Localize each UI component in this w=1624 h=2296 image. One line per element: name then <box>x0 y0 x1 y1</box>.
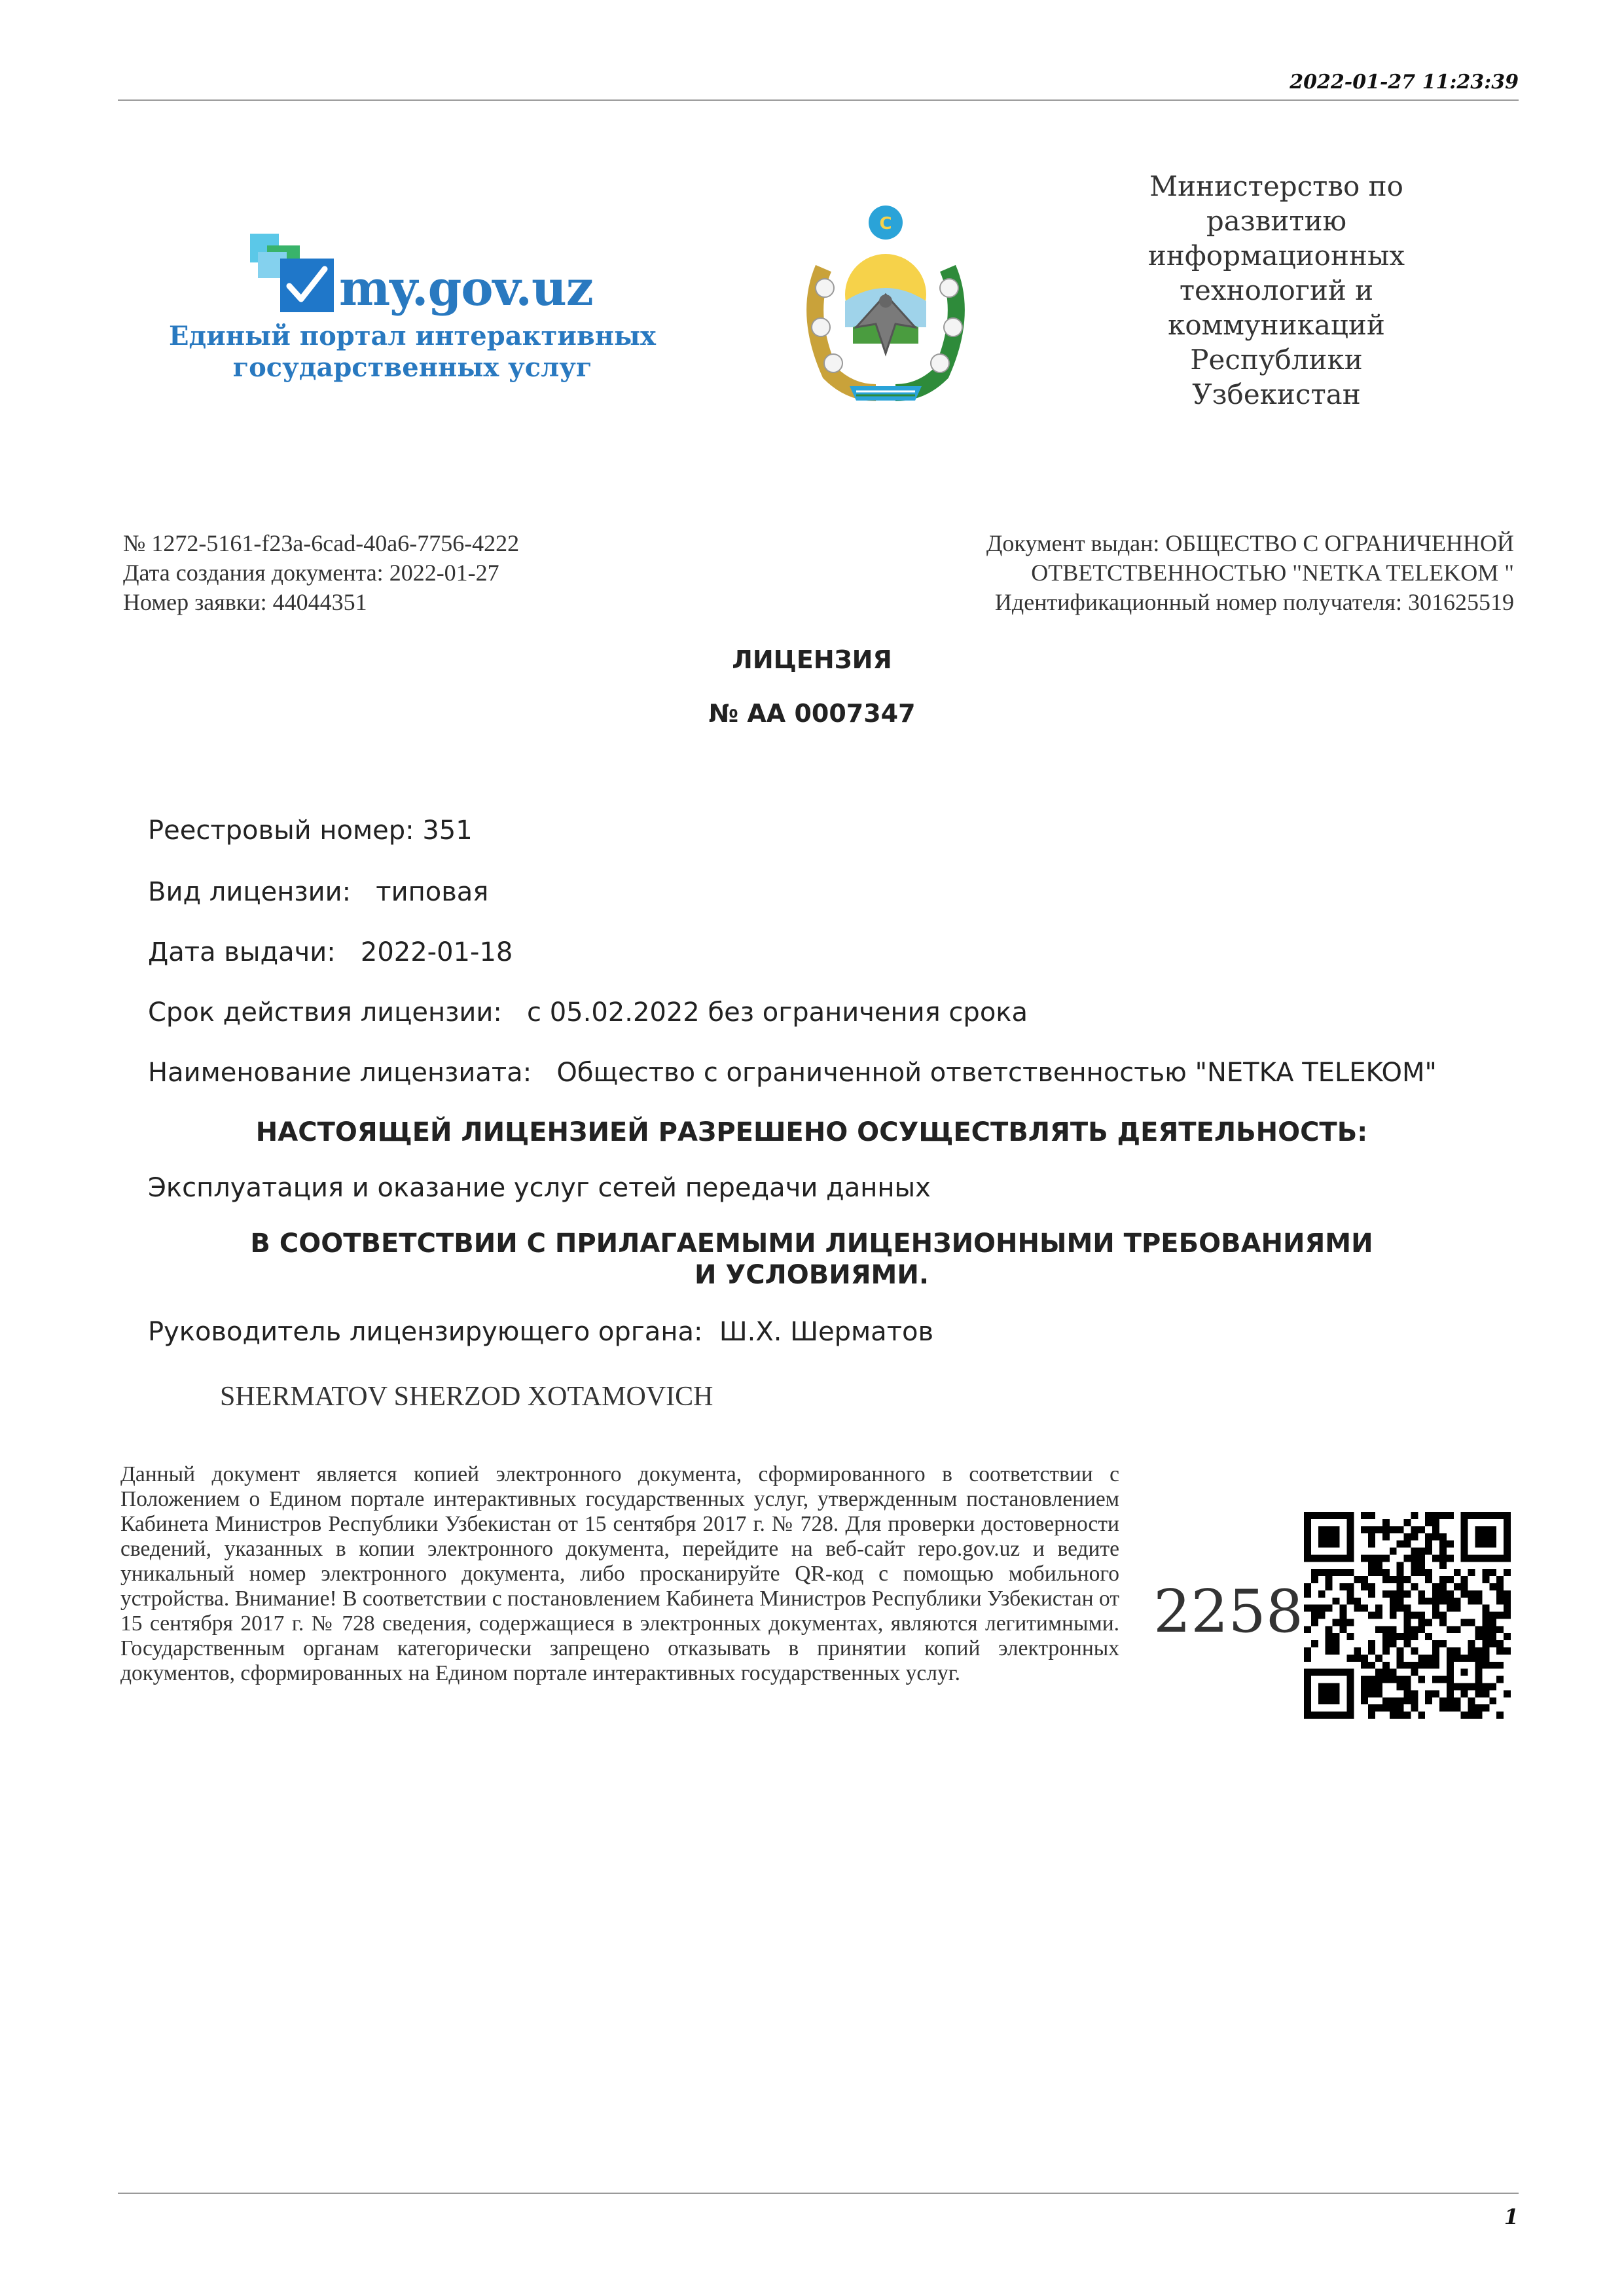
license-type-row <box>148 877 488 907</box>
disclaimer-text: Данный документ является копией электронного документа, сформированного в соответствии с Положением о Едином портале интерактивных государственных услуг, утвержденным постановлением Кабинета Министров Республики Узбекистан от 15 сентября 2017 г. № 728. Для проверки достоверности сведений, указанных в копии электронного документа, перейдите на веб-сайт repo.gov.uz и ведите уникальный номер электронного документа, либо просканируйте QR-код с помощью мобильного устройства. Внимание! В соответствии с постановлением Кабинета Министров Республики Узбекистан от 15 сентября 2017 г. № 728 сведения, содержащиеся в электронных документах, являются легитимными. Государственным органам категорически запрещено отказывать в принятии копий электронных документов, сформированных на Едином портале интерактивных государственных услуг. <box>120 1462 1119 1685</box>
validity-label: Срок действия лицензии: <box>148 997 502 1028</box>
application-number: Номер заявки: 44044351 <box>123 589 367 615</box>
issue-date-value: 2022-01-18 <box>360 937 513 967</box>
issued-to-line: Документ выдан: ОБЩЕСТВО С ОГРАНИЧЕННОЙ <box>986 530 1514 556</box>
svg-text:C: C <box>879 214 892 234</box>
ministry-line: Узбекистан <box>1192 378 1361 410</box>
recipient-id: Идентификационный номер получателя: 301625519 <box>994 589 1514 615</box>
validity-value: с 05.02.2022 без ограничения срока <box>527 997 1028 1028</box>
qr-code-icon[interactable] <box>1304 1512 1511 1719</box>
ministry-line: развитию <box>1206 205 1347 237</box>
licensee-row <box>148 1058 1437 1088</box>
ministry-line: Республики <box>1190 344 1363 376</box>
issue-date-label: Дата выдачи: <box>148 937 336 967</box>
issued-to-block <box>986 529 1514 617</box>
ministry-line: информационных <box>1147 240 1405 272</box>
document-meta <box>123 529 519 617</box>
licensing-head-row <box>148 1317 933 1347</box>
document-timestamp: 2022-01-27 11:23:39 <box>1290 71 1519 94</box>
mygov-checkmark-icon <box>249 232 340 317</box>
activity-value: Эксплуатация и оказание услуг сетей передачи данных <box>148 1173 931 1203</box>
issue-date-row <box>148 937 513 967</box>
activity-heading: НАСТОЯЩЕЙ ЛИЦЕНЗИЕЙ РАЗРЕШЕНО ОСУЩЕСТВЛЯТЬ ДЕЯТЕЛЬНОСТЬ: <box>255 1117 1368 1147</box>
logo-text: my.gov.uz <box>339 260 593 317</box>
validity-row <box>148 997 1028 1028</box>
compliance-heading: В СООТВЕТСТВИИ С ПРИЛАГАЕМЫМИ ЛИЦЕНЗИОННЫМИ ТРЕБОВАНИЯМИ И УСЛОВИЯМИ. <box>250 1229 1373 1290</box>
license-type-value: типовая <box>376 877 489 907</box>
uzbekistan-state-emblem <box>778 196 994 412</box>
document-number: № 1272-5161-f23a-6cad-40a6-7756-4222 <box>123 530 520 556</box>
footer-divider <box>118 2193 1519 2194</box>
licensing-head-value: Ш.Х. Шерматов <box>719 1317 934 1347</box>
logo-subtitle-line2: государственных услуг <box>232 352 592 383</box>
registry-number: Реестровый номер: 351 <box>148 816 473 846</box>
logo-subtitle-line1: Единый портал интерактивных <box>169 321 656 351</box>
ministry-line: Министерство по <box>1149 170 1403 202</box>
logo-subtitle <box>157 321 668 384</box>
document-creation-date: Дата создания документа: 2022-01-27 <box>123 560 499 586</box>
license-number: № AA 0007347 <box>708 699 916 728</box>
verification-code: 2258 <box>1153 1577 1304 1646</box>
signer-name: SHERMATOV SHERZOD XOTAMOVICH <box>220 1382 713 1412</box>
license-title: ЛИЦЕНЗИЯ <box>732 645 892 674</box>
ministry-line: технологий и <box>1179 274 1374 306</box>
license-type-label: Вид лицензии: <box>148 877 352 907</box>
issued-to-line: ОТВЕТСТВЕННОСТЬЮ "NETKA TELEKOM " <box>1031 560 1514 586</box>
page-number: 1 <box>1504 2204 1519 2229</box>
ministry-line: коммуникаций <box>1168 309 1385 341</box>
licensee-label: Наименование лицензиата: <box>148 1058 532 1088</box>
header-divider <box>118 99 1519 101</box>
licensing-head-label: Руководитель лицензирующего органа: <box>148 1317 703 1347</box>
licensee-value: Общество с ограниченной ответственностью "NETKA TELEKOM" <box>556 1058 1437 1088</box>
ministry-name <box>1126 169 1427 412</box>
